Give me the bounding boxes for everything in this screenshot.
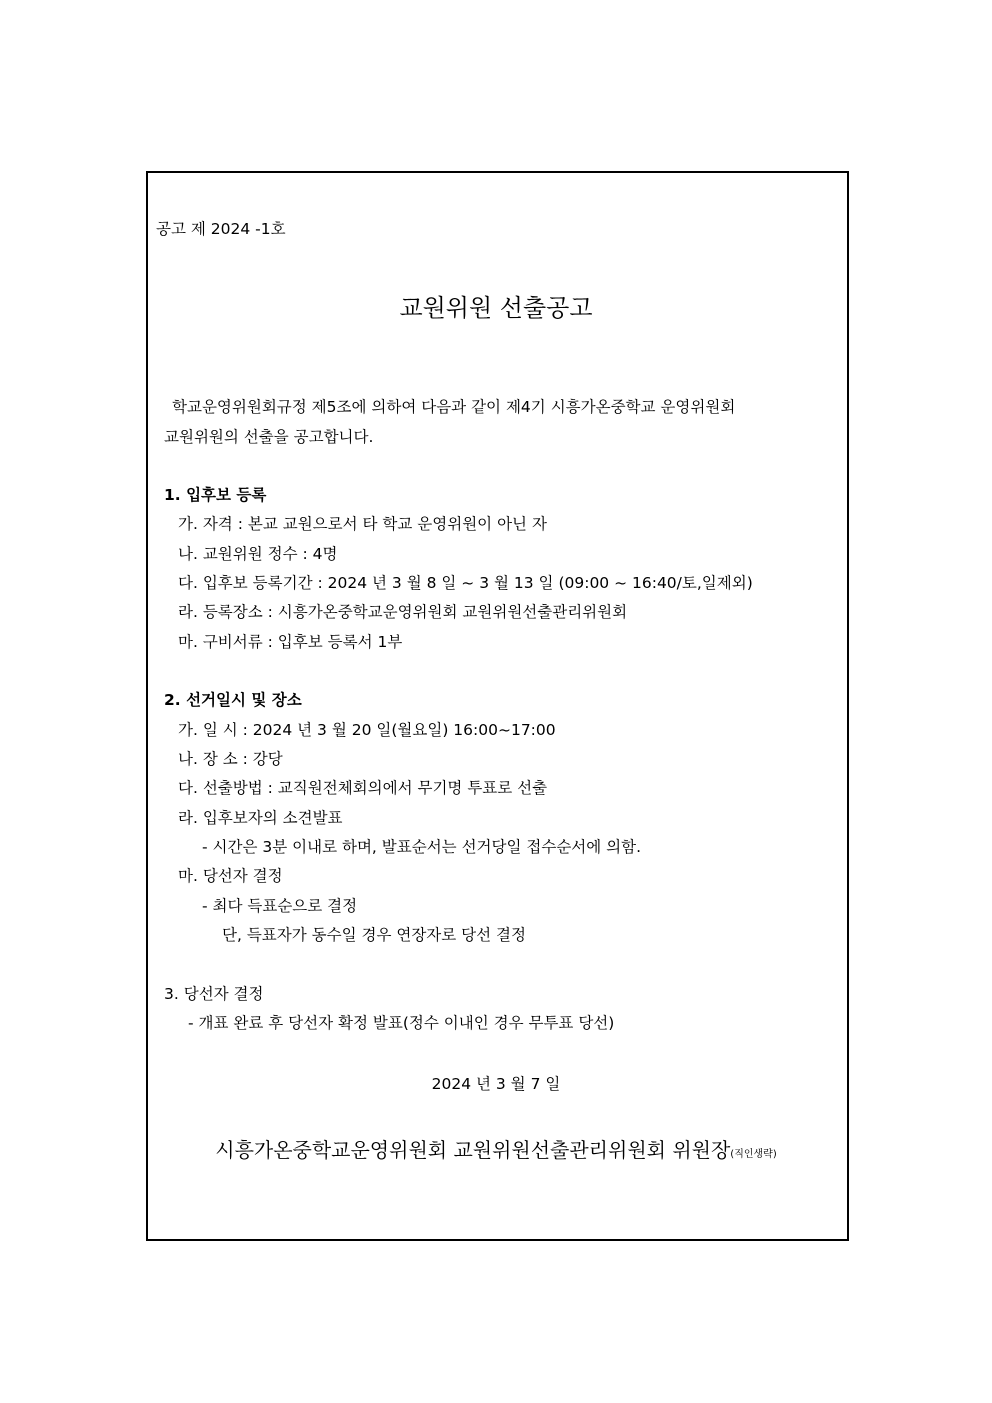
section-2-subitem: 단, 득표자가 동수일 경우 연장자로 당선 결정 [222,926,527,944]
section-3-item: - 개표 완료 후 당선자 확정 발표(정수 이내인 경우 무투표 당선) [188,1014,615,1032]
seal-omitted-note: (직인생략) [730,1149,777,1160]
signature-main: 시흥가온중학교운영위원회 교원위원선출관리위원회 위원장 [215,1138,731,1162]
section-2-item: 가. 일 시 : 2024 년 3 월 20 일(월요일) 16:00~17:00 [178,721,556,739]
intro-line-1: 학교운영위원회규정 제5조에 의하여 다음과 같이 제4기 시흥가온중학교 운영위원회 [172,398,736,416]
section-2-item: 마. 당선자 결정 [178,867,283,885]
section-1-item: 라. 등록장소 : 시흥가온중학교운영위원회 교원위원선출관리위원회 [178,603,628,621]
section-2-subitem: - 시간은 3분 이내로 하며, 발표순서는 선거당일 접수순서에 의함. [202,838,642,856]
signature [0,1134,992,1163]
section-2-subitem: - 최다 득표순으로 결정 [202,897,358,915]
section-1-item: 나. 교원위원 정수 : 4명 [178,545,338,563]
section-3-heading: 3. 당선자 결정 [164,985,264,1003]
section-1-item: 다. 입후보 등록기간 : 2024 년 3 월 8 일 ~ 3 월 13 일 (09:00 ~ 16:40/토,일제외) [178,574,753,592]
section-1-heading: 1. 입후보 등록 [164,486,267,504]
intro-line-2: 교원위원의 선출을 공고합니다. [164,428,374,446]
section-2-item: 다. 선출방법 : 교직원전체회의에서 무기명 투표로 선출 [178,779,548,797]
section-1-item: 가. 자격 : 본교 교원으로서 타 학교 운영위원이 아닌 자 [178,515,547,533]
section-2-heading: 2. 선거일시 및 장소 [164,691,302,709]
notice-date: 2024 년 3 월 7 일 [431,1075,561,1093]
section-2-item: 나. 장 소 : 강당 [178,750,283,768]
notice-number: 공고 제 2024 -1호 [156,220,286,238]
section-1-item: 마. 구비서류 : 입후보 등록서 1부 [178,633,403,651]
document-title: 교원위원 선출공고 [399,294,593,322]
section-2-item: 라. 입후보자의 소견발표 [178,809,343,827]
